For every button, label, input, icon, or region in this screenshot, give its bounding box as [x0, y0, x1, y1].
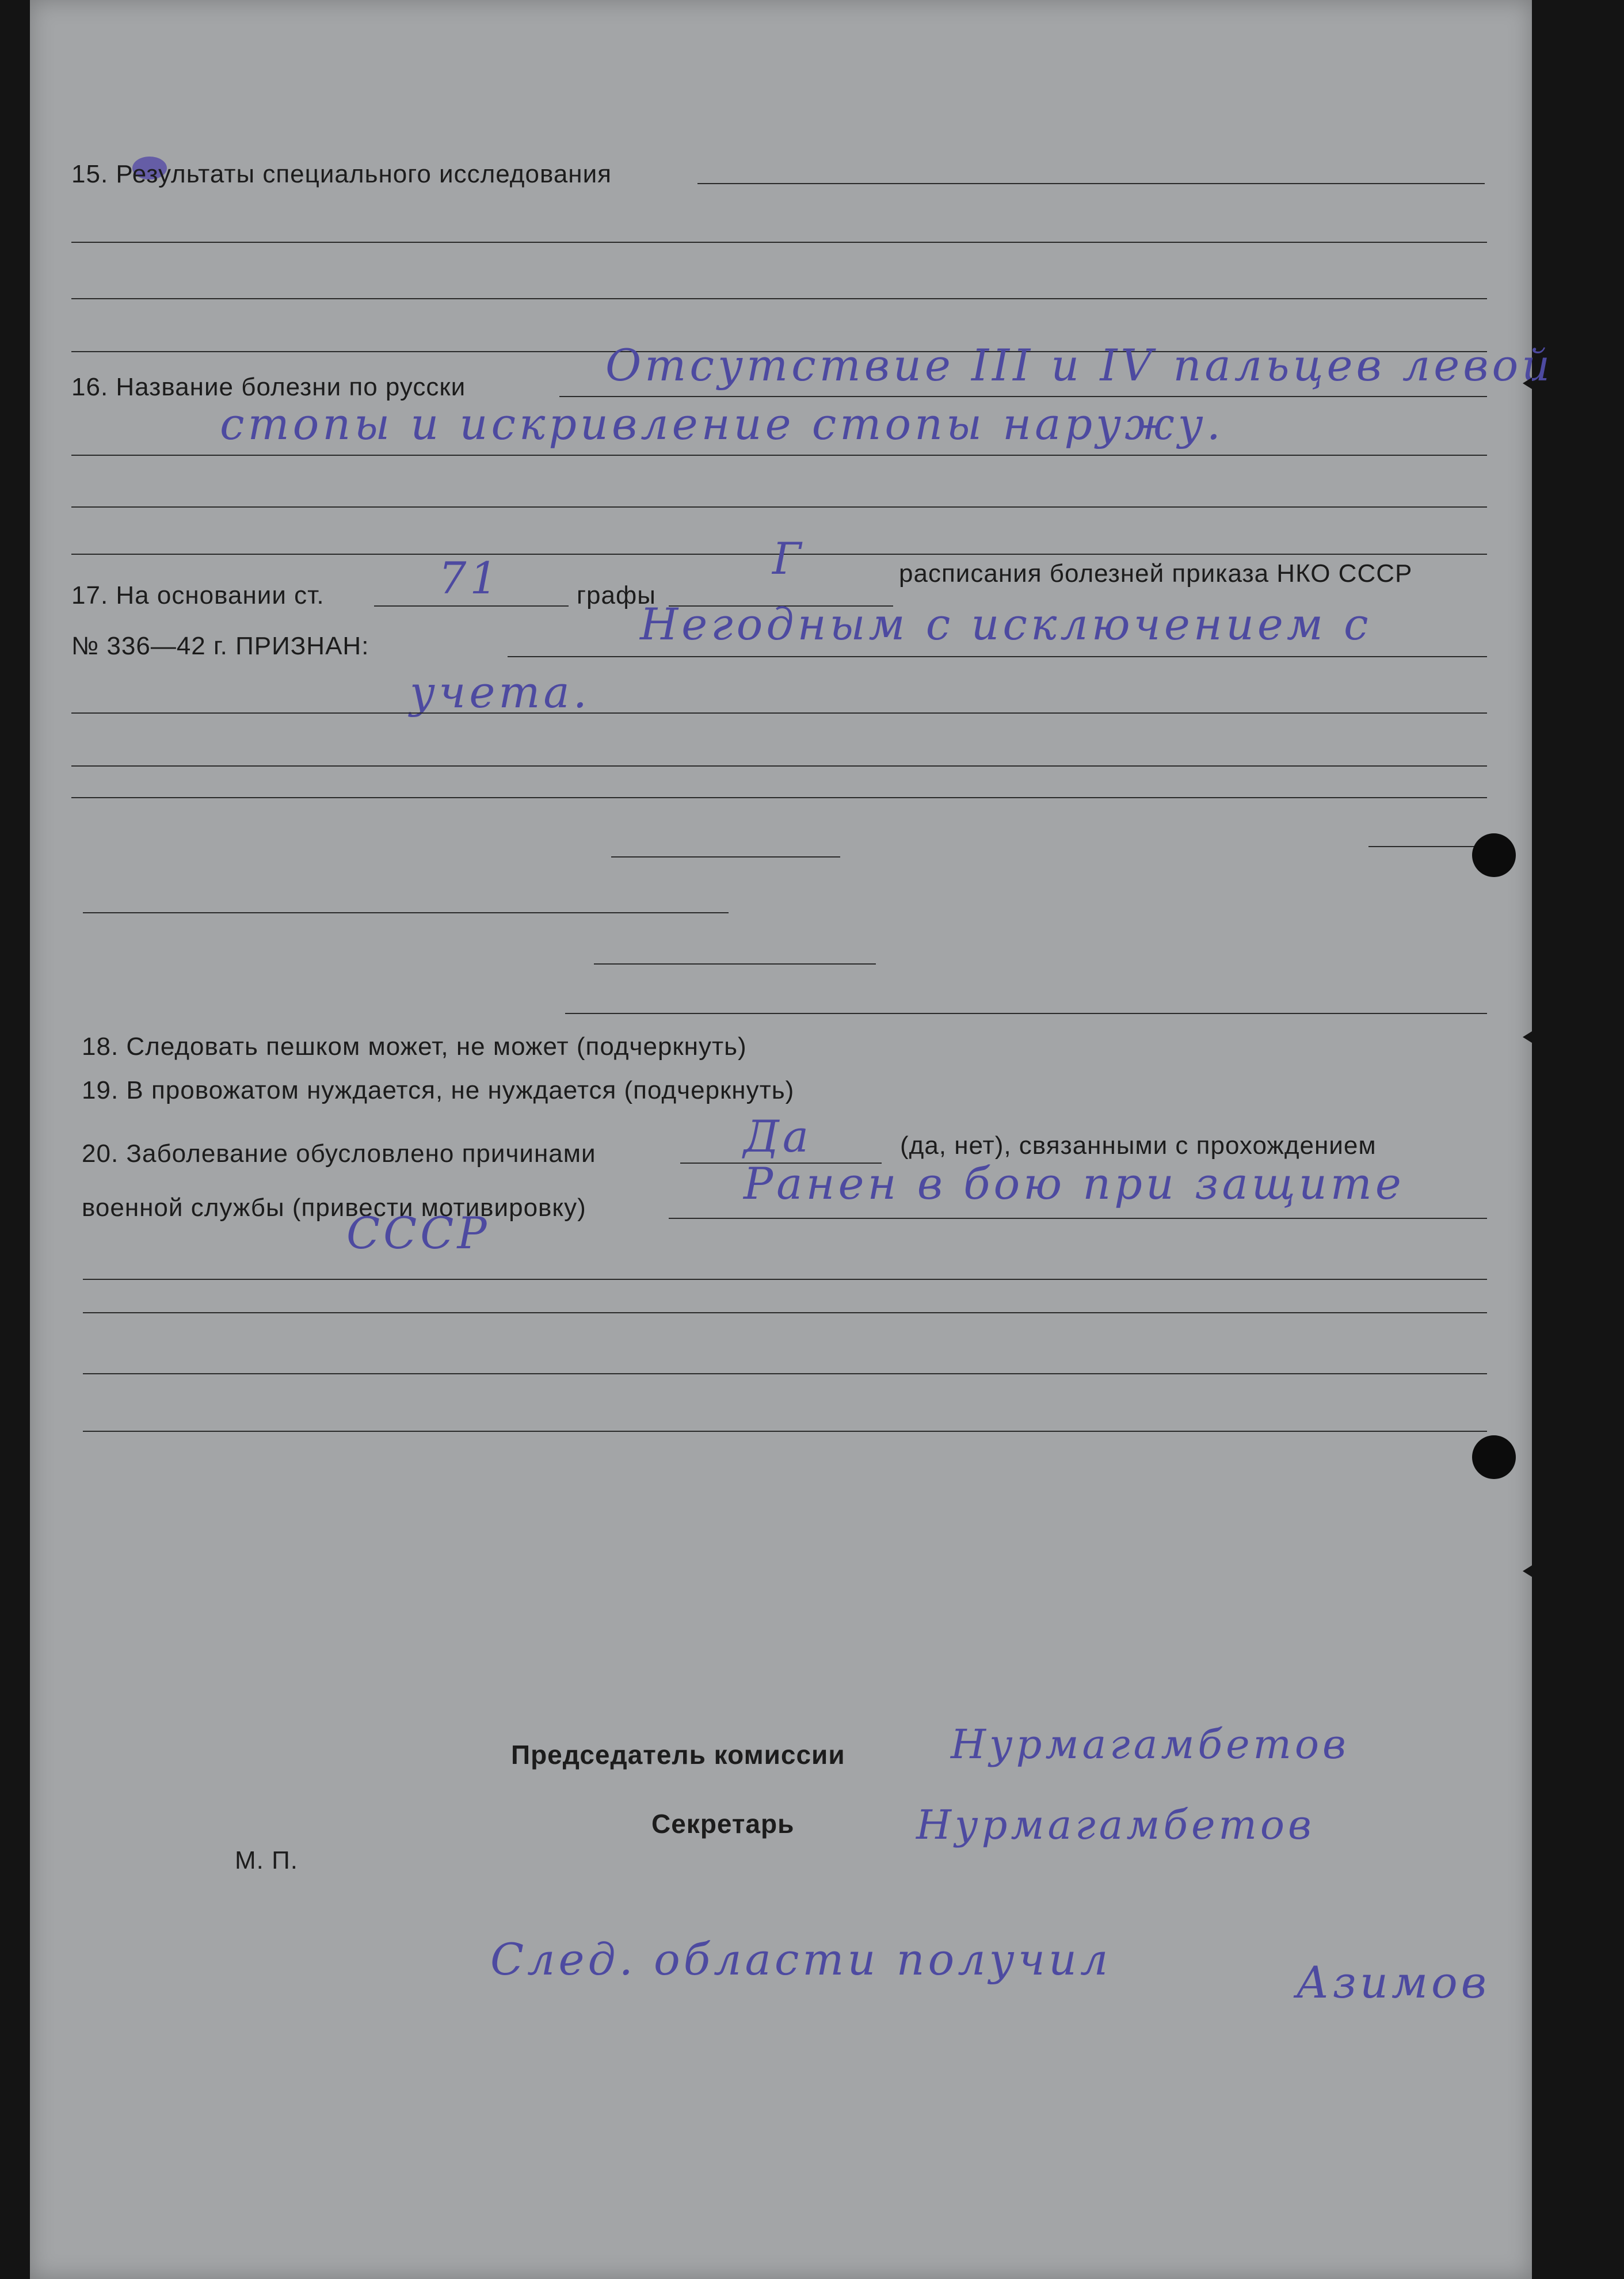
rest-days-line: [594, 963, 876, 965]
item-17-article-handwriting: 71: [439, 552, 501, 604]
item-17-line-4: [71, 797, 1487, 798]
item-20-line-1: [669, 1218, 1487, 1219]
item-20-label-c: военной службы (привести мотивировку): [82, 1194, 586, 1222]
item-20-label-a: 20. Заболевание обусловлено причинами: [82, 1140, 596, 1168]
item-16-line-1: [559, 396, 1487, 397]
binder-hole-top: [1472, 833, 1516, 877]
item-17-line-1: [508, 656, 1487, 657]
binder-hole-bottom: [1472, 1435, 1516, 1479]
secretary-label: Секретарь: [651, 1809, 795, 1839]
secretary-signature: Нурмагамбетов: [916, 1801, 1315, 1849]
item-16-handwriting-1: Отсутствие III и IV пальцев левой: [605, 340, 1554, 391]
item-17-label-c: расписания болезней приказа НКО СССР: [899, 559, 1413, 588]
item-16-line-2: [71, 455, 1487, 456]
item-17-label-b: графы: [577, 581, 656, 609]
item-17-line-3: [71, 765, 1487, 767]
item-15-line-1: [697, 183, 1485, 184]
stamp-label: М. П.: [235, 1846, 298, 1874]
item-17-line-2: [71, 712, 1487, 714]
unfit-line: [565, 1013, 1487, 1014]
footer-note: След. области получил: [490, 1934, 1112, 1985]
item-16-label: 16. Название болезни по русски: [71, 373, 466, 401]
item-17-handwriting-1: Негодным с исключением с: [640, 599, 1372, 650]
leave-climate-line: [1368, 846, 1487, 847]
edge-nick: [1523, 1565, 1532, 1577]
item-20-line-5: [83, 1431, 1487, 1432]
leave-months-line: [611, 856, 840, 858]
item-16-handwriting-2: стопы и искривление стопы наружу.: [220, 398, 1224, 449]
item-20-line-3: [83, 1312, 1487, 1313]
item-17-article-line: [374, 605, 569, 607]
item-17-column-handwriting: Г: [772, 533, 805, 584]
item-17-label-d: № 336—42 г. ПРИЗНАН:: [71, 632, 369, 660]
leave-line-2: [83, 912, 729, 913]
item-20-line-2: [83, 1279, 1487, 1280]
item-20-handwriting-1: Ранен в бою при защите: [744, 1158, 1405, 1209]
item-19-label: 19. В провожатом нуждается, не нуждается (подчеркнуть): [82, 1076, 795, 1104]
item-15-line-3: [71, 298, 1487, 299]
chairman-signature: Нурмагамбетов: [951, 1721, 1349, 1768]
item-20-label-b: (да, нет), связанными с прохождением: [900, 1131, 1377, 1160]
chairman-label: Председатель комиссии: [511, 1740, 845, 1770]
item-20-handwriting-2: СССР: [346, 1207, 490, 1259]
item-17-handwriting-2: учета.: [410, 666, 590, 718]
item-20-line-4: [83, 1373, 1487, 1374]
edge-nick: [1523, 1031, 1532, 1043]
item-18-label: 18. Следовать пешком может, не может (подчеркнуть): [82, 1032, 747, 1061]
edge-nick: [1523, 378, 1532, 389]
item-15-line-2: [71, 242, 1487, 243]
footer-note-name: Азимов: [1296, 1957, 1490, 2008]
item-16-line-3: [71, 506, 1487, 508]
item-15-label: 15. Результаты специального исследования: [71, 160, 612, 188]
item-17-label-a: 17. На основании ст.: [71, 581, 325, 609]
item-20-answer-handwriting: Да: [744, 1111, 813, 1162]
document-page: [30, 0, 1554, 2279]
